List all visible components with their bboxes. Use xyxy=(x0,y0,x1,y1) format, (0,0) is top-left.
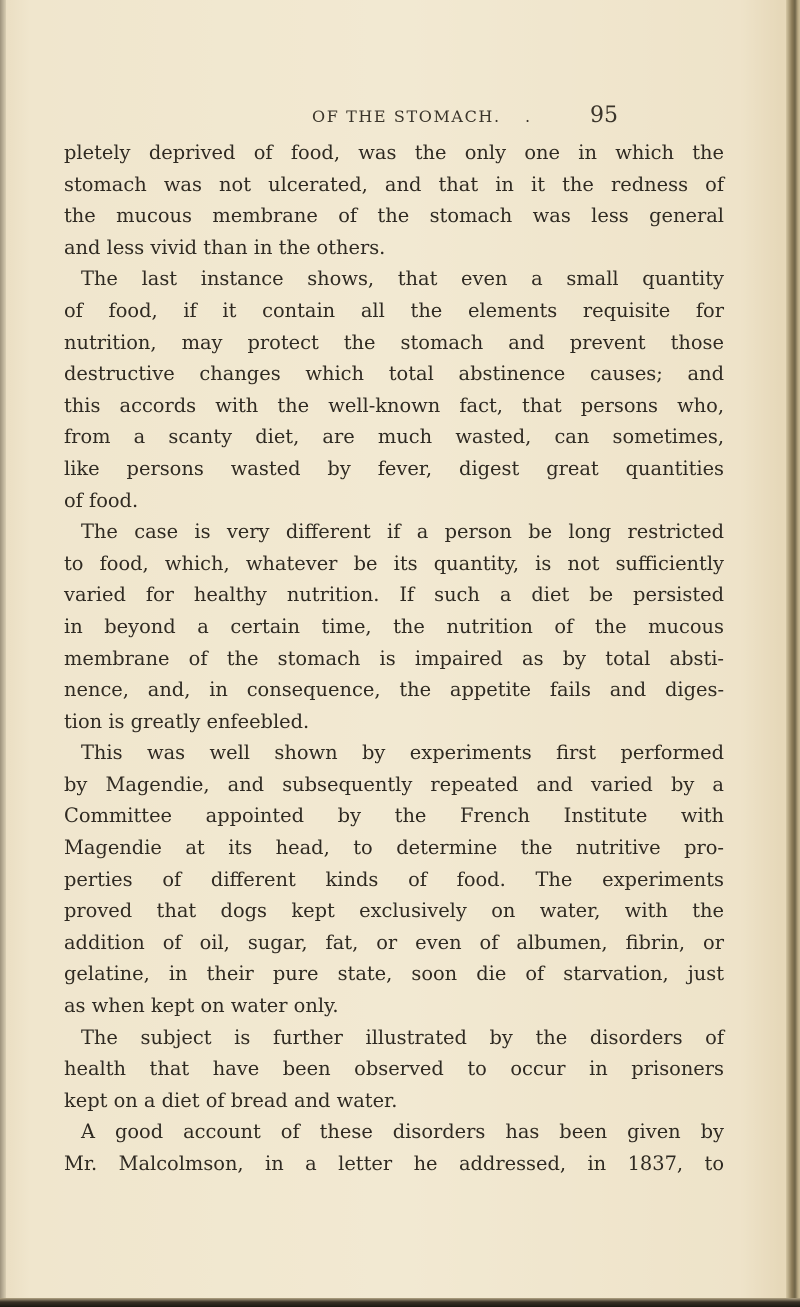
text-line: A good account of these disorders has been given by xyxy=(81,1120,724,1144)
text-line: like persons wasted by fever, digest great quantities xyxy=(64,456,724,480)
text-line: Mr. Malcolmson, in a letter he addressed, in 1837, to xyxy=(64,1152,724,1175)
text-line: The case is very different if a person be long restricted xyxy=(81,520,724,544)
text-line: pletely deprived of food, was the only one in which the xyxy=(64,141,724,164)
text-line: from a scanty diet, are much wasted, can sometimes, xyxy=(64,425,724,449)
text-line: stomach was not ulcerated, and that in it the redness of xyxy=(64,172,724,196)
text-line: this accords with the well-known fact, that persons who, xyxy=(64,393,724,417)
text-line: proved that dogs kept exclusively on water, with the xyxy=(64,899,724,923)
text-line: destructive changes which total abstinence causes; and xyxy=(64,362,724,386)
text-line: nence, and, in consequence, the appetite fails and diges- xyxy=(64,678,724,702)
page-bottom-edge xyxy=(0,1298,800,1307)
text-line: in beyond a certain time, the nutrition of the mucous xyxy=(64,614,724,638)
text-line: varied for healthy nutrition. If such a diet be persisted xyxy=(64,583,724,607)
text-line: health that have been observed to occur in prisoners xyxy=(64,1057,724,1081)
text-line: membrane of the stomach is impaired as by total absti- xyxy=(64,646,724,670)
text-line: tion is greatly enfeebled. xyxy=(64,709,310,733)
text-line: The last instance shows, that even a small quantity xyxy=(81,267,724,291)
running-head xyxy=(0,103,800,133)
text-line: and less vivid than in the others. xyxy=(64,235,386,259)
text-line: of food. xyxy=(64,488,139,512)
text-line: addition of oil, sugar, fat, or even of albumen, fibrin, or xyxy=(64,930,724,954)
text-line: Magendie at its head, to determine the nutritive pro- xyxy=(64,836,724,860)
text-line: Committee appointed by the French Institute with xyxy=(64,804,724,828)
page-number: 95 xyxy=(590,103,618,128)
text-line: perties of different kinds of food. The experiments xyxy=(64,867,724,891)
running-title: OF THE STOMACH. xyxy=(312,107,501,126)
text-line: nutrition, may protect the stomach and prevent those xyxy=(64,330,724,354)
text-line: by Magendie, and subsequently repeated and varied by a xyxy=(64,772,724,796)
page-left-edge xyxy=(0,0,6,1307)
text-line: to food, which, whatever be its quantity, is not sufficiently xyxy=(64,551,724,575)
text-line: kept on a diet of bread and water. xyxy=(64,1088,398,1112)
text-line: This was well shown by experiments first performed xyxy=(81,741,724,765)
body-text xyxy=(64,137,724,1180)
running-mark: . xyxy=(525,107,531,126)
page-right-edge xyxy=(786,0,800,1307)
text-line: The subject is further illustrated by the disorders of xyxy=(81,1025,724,1049)
text-line: the mucous membrane of the stomach was less general xyxy=(64,204,724,228)
text-line: of food, if it contain all the elements requisite for xyxy=(64,298,724,322)
text-line: gelatine, in their pure state, soon die of starvation, just xyxy=(64,962,724,986)
text-line: as when kept on water only. xyxy=(64,994,339,1018)
